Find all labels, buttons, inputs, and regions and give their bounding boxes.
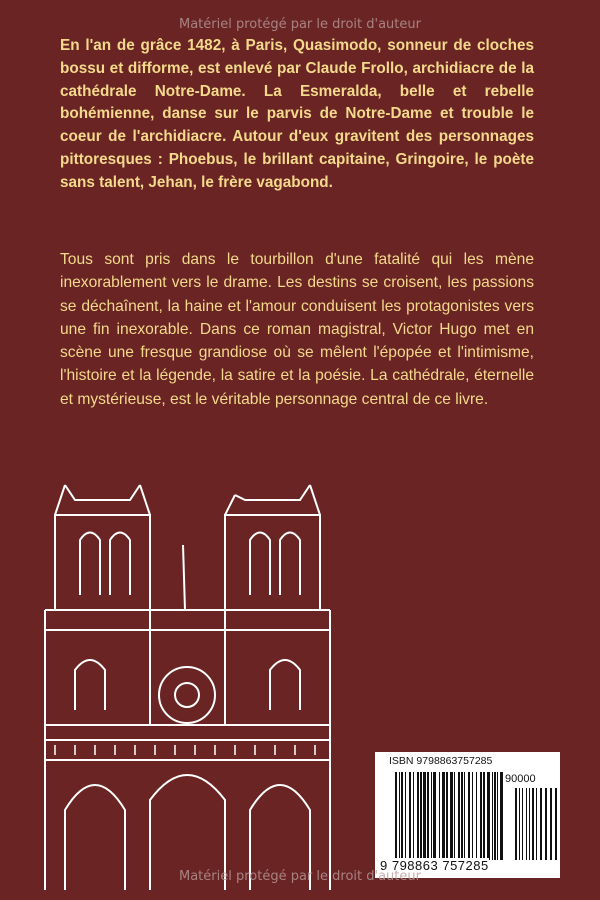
watermark-top: Matériel protégé par le droit d'auteur: [179, 17, 421, 32]
cathedral-illustration: [35, 470, 335, 900]
synopsis-paragraph: Tous sont pris dans le tourbillon d'une fatalité qui les mène inexorablement vers le drame. Les destins se croisent, les passions se déchaînent, la haine et l'amour conduisent les protagonistes vers une fin inexorable. Dans ce roman magistral, Victor Hugo met en scène une fresque grandiose où se mêlent l'épopée et l'intimisme, l'histoire et la légende, la satire et la poésie. La cathédrale, éternelle et mystérieuse, est le véritable personnage central de ce livre.: [60, 251, 534, 408]
isbn-label: ISBN 9798863757285: [389, 755, 493, 767]
barcode-bars: [387, 772, 557, 867]
barcode-box: [375, 752, 560, 878]
price-code: 90000: [505, 773, 536, 785]
synopsis-paragraph-bold: En l'an de grâce 1482, à Paris, Quasimodo, sonneur de cloches bossu et difforme, est enlevé par Claude Frollo, archidiacre de la cathédrale Notre-Dame. La Esmeralda, belle et rebelle bohémienne, danse sur le parvis de Notre-Dame et trouble le coeur de l'archidiacre. Autour d'eux gravitent des personnages pittoresques : Phoebus, le brillant capitaine, Gringoire, le poète sans talent, Jehan, le frère vagabond.: [60, 37, 534, 191]
watermark-bottom: Matériel protégé par le droit d'auteur: [179, 869, 421, 884]
barcode-digits: 9 798863 757285: [380, 858, 489, 873]
